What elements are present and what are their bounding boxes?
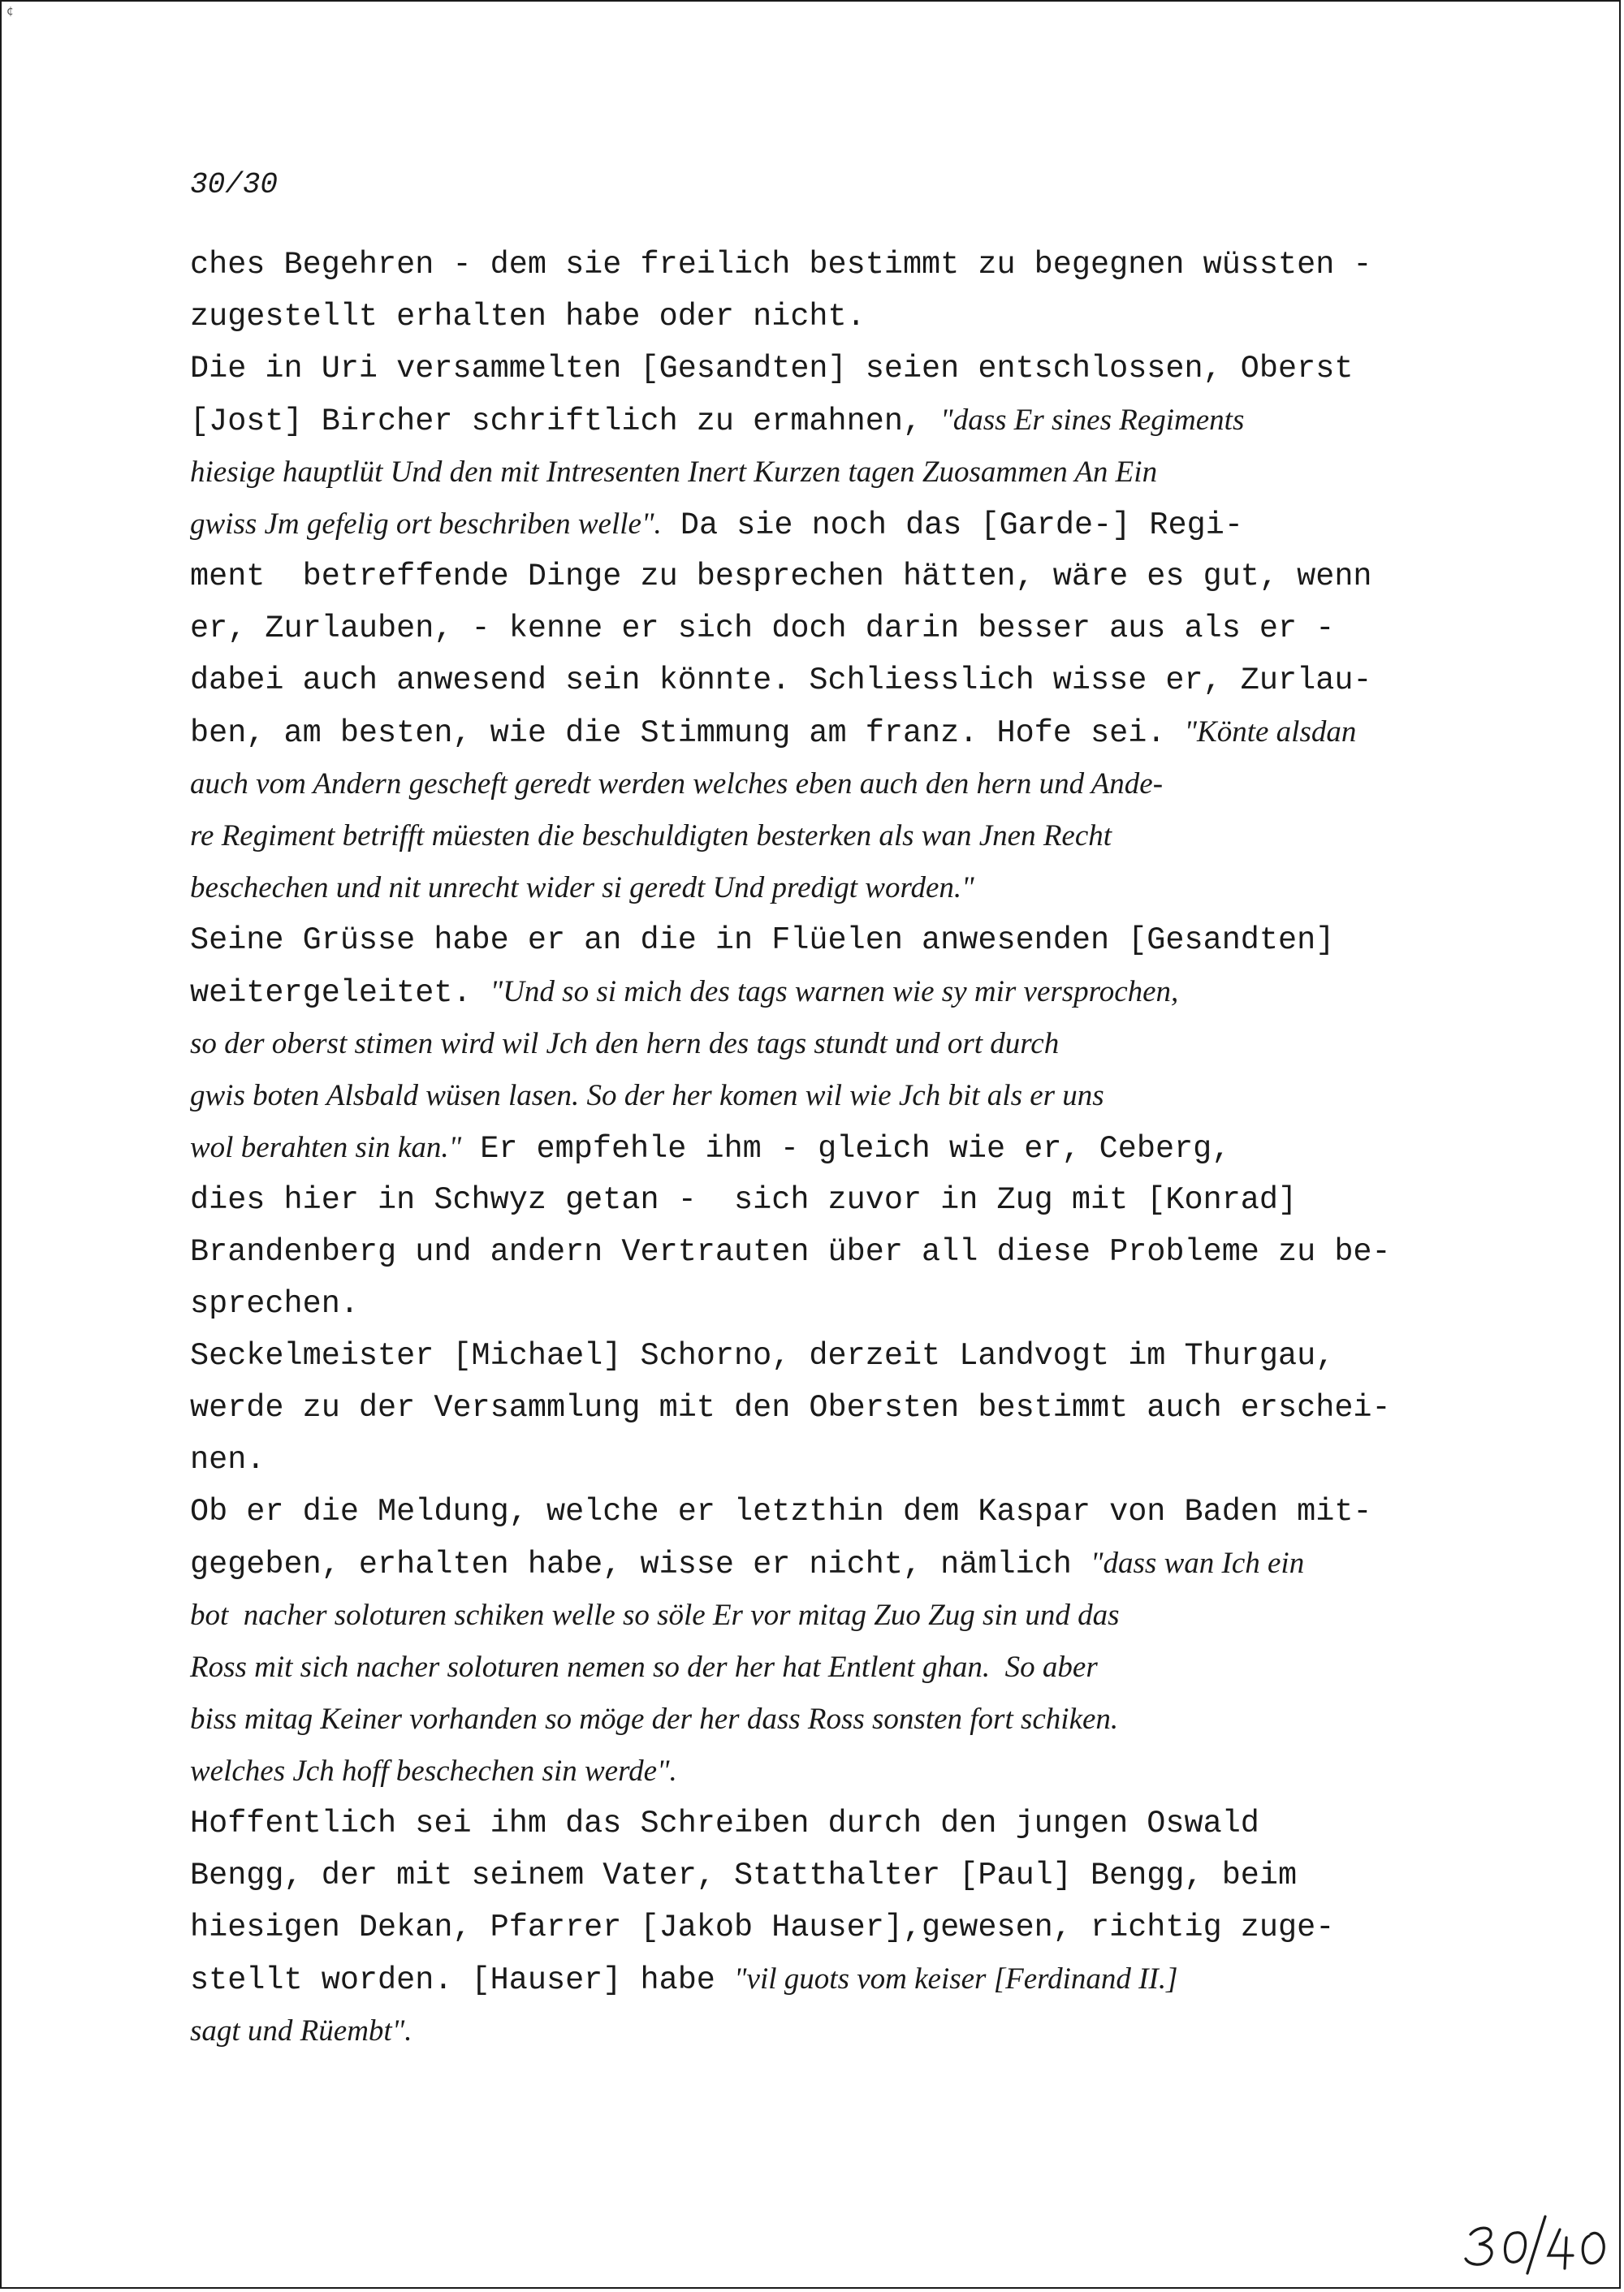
- page-number: 30/30: [190, 168, 279, 201]
- body-text-segment: Seine Grüsse habe er an die in Flüelen anwesenden [Gesandten]: [190, 922, 1335, 958]
- text-line: [190, 1174, 1457, 1226]
- text-line: [190, 758, 1457, 810]
- body-text-segment: Die in Uri versammelten [Gesandten] seien entschlossen, Oberst: [190, 351, 1354, 386]
- text-line: [190, 1434, 1457, 1486]
- text-line: [190, 1642, 1457, 1694]
- text-line: [190, 1278, 1457, 1330]
- quoted-text: "dass wan Ich ein: [1090, 1547, 1305, 1580]
- body-text-segment: Da sie noch das [Garde-] Regi-: [661, 507, 1243, 543]
- text-line: [190, 1486, 1457, 1538]
- text-line: [190, 1070, 1457, 1122]
- text-line: [190, 1746, 1457, 1798]
- body-text-segment: Bengg, der mit seinem Vater, Statthalter [Paul] Bengg, beim: [190, 1858, 1298, 1893]
- quoted-text: "Und so si mich des tags warnen wie sy mir versprochen,: [490, 975, 1179, 1008]
- body-text-segment: Er empfehle ihm - gleich wie er, Ceberg,: [461, 1131, 1231, 1167]
- text-line: [190, 550, 1457, 602]
- quoted-text: hiesige hauptlüt Und den mit Intresenten Inert Kurzen tagen Zuosammen An Ein: [190, 455, 1158, 489]
- body-text-segment: [Jost] Bircher schriftlich zu ermahnen,: [190, 404, 941, 439]
- body-text-segment: er, Zurlauben, - kenne er sich doch darin besser aus als er -: [190, 611, 1335, 646]
- body-text-segment: nen.: [190, 1442, 266, 1478]
- text-line: [190, 1018, 1457, 1070]
- text-line: [190, 1590, 1457, 1642]
- quoted-text: "dass Er sines Regiments: [940, 404, 1245, 437]
- text-line: [190, 1122, 1457, 1174]
- text-line: [190, 1798, 1457, 1850]
- text-line: [190, 1382, 1457, 1434]
- quoted-text: auch vom Andern gescheft geredt werden welches eben auch den hern und Ande-: [190, 767, 1164, 801]
- text-line: [190, 914, 1457, 966]
- text-line: [190, 447, 1457, 499]
- quoted-text: so der oberst stimen wird wil Jch den hern des tags stundt und ort durch: [190, 1027, 1060, 1060]
- text-line: [190, 1850, 1457, 1901]
- quoted-text: welches Jch hoff beschechen sin werde".: [190, 1755, 677, 1788]
- body-text-segment: dies hier in Schwyz getan - sich zuvor in Zug mit [Konrad]: [190, 1182, 1298, 1218]
- quoted-text: beschechen und nit unrecht wider si geredt Und predigt worden.": [190, 871, 974, 904]
- text-line: [190, 291, 1457, 343]
- text-line: [190, 499, 1457, 550]
- body-text-segment: ben, am besten, wie die Stimmung am franz. Hofe sei.: [190, 715, 1185, 751]
- text-line: [190, 1694, 1457, 1746]
- body-text-segment: Seckelmeister [Michael] Schorno, derzeit Landvogt im Thurgau,: [190, 1338, 1335, 1374]
- quoted-text: "vil guots vom keiser [Ferdinand II.]: [734, 1962, 1178, 1996]
- quoted-text: wol berahten sin kan.": [190, 1131, 462, 1164]
- quoted-text: bot nacher soloturen schiken welle so söle Er vor mitag Zuo Zug sin und das: [190, 1599, 1120, 1632]
- body-text-segment: ment betreffende Dinge zu besprechen hätten, wäre es gut, wenn: [190, 559, 1372, 594]
- body-text-segment: Hoffentlich sei ihm das Schreiben durch den jungen Oswald: [190, 1806, 1259, 1841]
- body-text-segment: ches Begehren - dem sie freilich bestimmt zu begegnen wüssten -: [190, 247, 1372, 283]
- text-line: [190, 706, 1457, 758]
- text-line: [190, 1226, 1457, 1278]
- text-line: [190, 602, 1457, 654]
- body-text-segment: sprechen.: [190, 1286, 359, 1322]
- body-text-segment: Ob er die Meldung, welche er letzthin dem Kaspar von Baden mit-: [190, 1494, 1372, 1530]
- quoted-text: re Regiment betrifft müesten die beschuldigten besterken als wan Jnen Recht: [190, 819, 1112, 852]
- text-line: [190, 1330, 1457, 1382]
- text-line: [190, 810, 1457, 862]
- body-text-segment: Brandenberg und andern Vertrauten über all diese Probleme zu be-: [190, 1234, 1391, 1270]
- quoted-text: biss mitag Keiner vorhanden so möge der her dass Ross sonsten fort schiken.: [190, 1703, 1119, 1736]
- quoted-text: sagt und Rüembt".: [190, 2014, 412, 2048]
- text-line: [190, 966, 1457, 1018]
- body-text-segment: weitergeleitet.: [190, 975, 490, 1011]
- text-line: [190, 654, 1457, 706]
- text-line: [190, 862, 1457, 914]
- quoted-text: Ross mit sich nacher soloturen nemen so der her hat Entlent ghan. So aber: [190, 1651, 1098, 1684]
- text-line: [190, 1953, 1457, 2005]
- quoted-text: "Könte alsdan: [1184, 715, 1357, 749]
- body-text-segment: zugestellt erhalten habe oder nicht.: [190, 299, 866, 335]
- body-text: [190, 239, 1457, 2057]
- text-line: [190, 1901, 1457, 1953]
- text-line: [190, 343, 1457, 395]
- handwritten-folio-number: [1459, 2210, 1613, 2275]
- quoted-text: gwis boten Alsbald wüsen lasen. So der her komen wil wie Jch bit als er uns: [190, 1079, 1104, 1112]
- text-line: [190, 395, 1457, 447]
- text-line: [190, 239, 1457, 291]
- body-text-segment: hiesigen Dekan, Pfarrer [Jakob Hauser],gewesen, richtig zuge-: [190, 1910, 1335, 1945]
- text-line: [190, 1538, 1457, 1590]
- quoted-text: gwiss Jm gefelig ort beschriben welle".: [190, 507, 662, 541]
- body-text-segment: dabei auch anwesend sein könnte. Schliesslich wisse er, Zurlau-: [190, 663, 1372, 698]
- body-text-segment: stellt worden. [Hauser] habe: [190, 1962, 735, 1998]
- body-text-segment: werde zu der Versammlung mit den Obersten bestimmt auch erschei-: [190, 1390, 1391, 1426]
- body-text-segment: gegeben, erhalten habe, wisse er nicht, nämlich: [190, 1547, 1091, 1582]
- corner-mark: ¢: [6, 5, 14, 18]
- text-line: [190, 2005, 1457, 2057]
